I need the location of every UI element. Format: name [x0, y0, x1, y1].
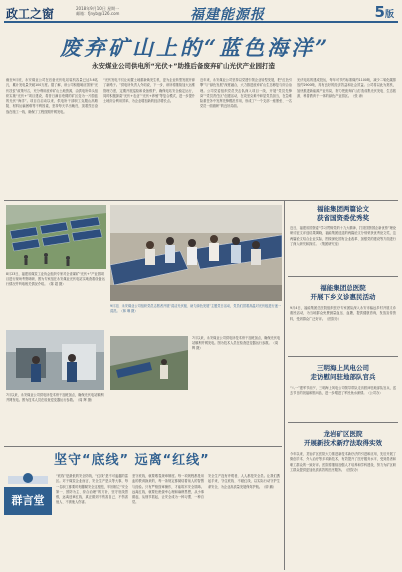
brief-2-text: 9月4日，福能集团总医院组织医疗专家团队深入永安市偏远乡村开展义诊惠民活动，为当地群众免费测量血压、血糖，提供健康咨询，发放宣传资料，受到群众广泛好评。（医院办） [290, 306, 396, 321]
photo-solar-field [6, 205, 106, 269]
brief-1-title: 福能集团两篇论文 获省国资委优秀奖 [317, 205, 369, 222]
photo-technicians-caption: 7月以来，永安煤业公司供电所技术骨干加班加点，确保光伏电站顺利并网发电。图为技术人员在检查逆变器运行参数。（周 辉 摄） [6, 393, 104, 402]
photo-workers-caption: 7月以来，永安煤业公司供电所技术骨干加班加点，确保光伏电站顺利并网发电。图为技术人员在检查逆变器运行参数。（周 辉 摄） [192, 336, 281, 350]
technicians-image [6, 330, 104, 390]
commentary-band [4, 449, 280, 471]
solar-field-image [6, 205, 106, 269]
brief-divider-1 [288, 276, 398, 277]
column-decoration [4, 472, 52, 486]
photo-workers [110, 336, 188, 390]
commentary-column-2: 坚守底线，就要敬畏规章制度。每一项规程都是用血的教训换来的，每一条规定都凝结着前人的智慧与经验。只有严格按章操作，才能筑牢安全屏障。远离红线，就要杜绝侥幸心理和麻痹思想，从小事做起，从细节抓起，让安全成为一种习惯、一种自觉。 [132, 474, 204, 505]
commentary-title: 坚守“底线” 远离“红线” [54, 453, 210, 468]
page-number [375, 3, 394, 21]
page-word: 版 [384, 10, 394, 20]
column-name: 政工之窗 [6, 7, 55, 21]
brief-1-text: 近日，福建省国资委“学习贯彻党的十九大精神，打造国资国企新优势”理论研讨征文评选结果揭晓，福能集团选送的两篇论文分别荣获优秀论文奖，这两篇论文结合企业实际，围绕深化国有企业改革、加强党的建设等方面进行了深入研究和探讨。（集团研究室） [290, 226, 396, 246]
contact-email: 邮箱：fjnyb@126.com [76, 11, 120, 16]
brief-divider-2 [288, 356, 398, 357]
issue-date: 2018年9月10日 星期一 [76, 6, 120, 11]
bottom-divider [4, 446, 282, 447]
page-number-value: 5 [374, 3, 385, 21]
volunteers-image [110, 205, 282, 301]
photo-solar-field-caption: 8月23日，福建省煤炭工业协会组织专家对全省煤矿“光伏+”产业园项目进行现场考察调研，图为专家组在永安煤业光伏电站实地查看设备运行情况并听取相关情况介绍。（陈 超 摄） [6, 272, 105, 286]
article-column-1: 截至9月底，永安煤业公司在后备光伏电站装机容量已达3.6兆瓦，累计发电量突破100万度。据了解，该公司积极响应国家“光伏扶贫”政策号召，充分利用废弃矿山土地资源，由供电所牵头组织实施“光伏+”项目建设，将昔日满目疮痍的矿区变为一片蔚蓝的光伏“海洋”。项目自启动以来，供电所干部职工克服山高路陡、材料运输困难等不利因素，坚持每天早出晚归，顶着烈日奋战在施工一线，确保了工程按期并网发电。 [6, 78, 98, 114]
masthead [4, 3, 398, 23]
photo-volunteers-caption: 9月初，永安煤业公司组织党员志愿者开展“清洁光伏板、助力绿色发展”主题党日活动，党员们冒着高温对光伏板进行逐一清洗。（林 琳 摄） [110, 304, 282, 313]
article-column-4: 光伏电站的建成投运，每年可节约标准煤约1100吨，减少二氧化碳排放约2900吨，具有良好的经济效益和社会效益。公司将以此为契机，加快推进新能源产业布局，努力把废弃矿山打造成集光伏发电、生态旅游、科普教育于一体的绿色产业园区。（张 涛） [297, 78, 396, 98]
column-badge: 群言堂 [4, 487, 52, 515]
brief-4-title: 龙岩矿区医院 开展新技术新疗法取得实效 [304, 430, 382, 447]
brief-4-text: 今年以来，龙岩矿区医院大力推进新技术新疗法的引进和应用，先后开展了微创手术、介入治疗等多项新技术，有效提升了医疗服务水平，受到患者和职工群众的一致好评。医院将继续加强人才培养和学科建设，努力为矿区职工群众提供更加优质高效的医疗服务。（医院办） [290, 452, 396, 472]
article-column-3: 近年来，永安煤业公司坚持以党建引领企业转型发展，把“红色引擎”与“绿色发展”深度融合，大力推进废弃矿山生态修复与综合治理。公司党委组织党员突击队深入项目一线，开展“党员先锋岗”“党员责任区”创建活动，在攻坚克难中彰显党员担当，在急难险重任务中发挥先锋模范作用，形成了“一个支部一座堡垒、一名党员一面旗帜”的良好局面。 [200, 78, 292, 109]
column-divider [284, 200, 285, 570]
brief-3-title: 三明海上风电公司 走访慰问驻地部队官兵 [310, 364, 376, 381]
headline: 废弃矿山上的“蓝色海洋” [60, 35, 331, 60]
brief-2-title: 福能集团总医院 开展下乡义诊惠民活动 [310, 284, 376, 301]
photo-technicians [6, 330, 104, 390]
brief-3-text: “八一”建军节前夕，三明海上风电公司领导带队走访慰问驻地部队官兵，送去节日的祝福和慰问品，进一步增进了军民鱼水深情。（公司办） [290, 386, 396, 396]
article-column-2: “光伏发电不仅让闲置土地重新焕发生机，更为企业转型发展开辟了新路子。”供电所负责人介绍说，下一步，该所将继续加大运维管理力度，定期开展巡检和设备维护，确保电站安全稳定运行，同时积极探索“光伏+农业”“光伏+养殖”等复合模式，进一步提升土地综合利用效率，为企业增加新的经济增长点。 [103, 78, 195, 104]
divider-rule [4, 200, 398, 201]
workers-image [110, 336, 188, 390]
commentary-column-1: “底线”是最低的安全防线，“红线”是不可逾越的雷区。对于煤炭企业而言，安全生产是头等大事，每一名职工都要时刻绷紧安全这根弦，牢固树立“安全第一、预防为主、综合治理”的方针，坚守底线思维，远离违章红线，真正做到不伤害自己、不伤害他人、不被他人伤害。 [56, 474, 128, 505]
masthead-info [76, 6, 119, 16]
commentary-column-3: 安全生产没有旁观者，人人都是安全员。让我们携起手来，守住底线、不碰红线，以实际行动守护生命安全，为企业高质量发展保驾护航。（廖 鹏） [208, 474, 280, 489]
brief-divider-3 [288, 422, 398, 423]
subheadline: 永安煤业公司供电所“光伏+”助推后备废弃矿山光伏产业园打造 [92, 62, 275, 70]
photo-volunteers [110, 205, 282, 301]
paper-name: 福建能源报 [190, 7, 265, 23]
